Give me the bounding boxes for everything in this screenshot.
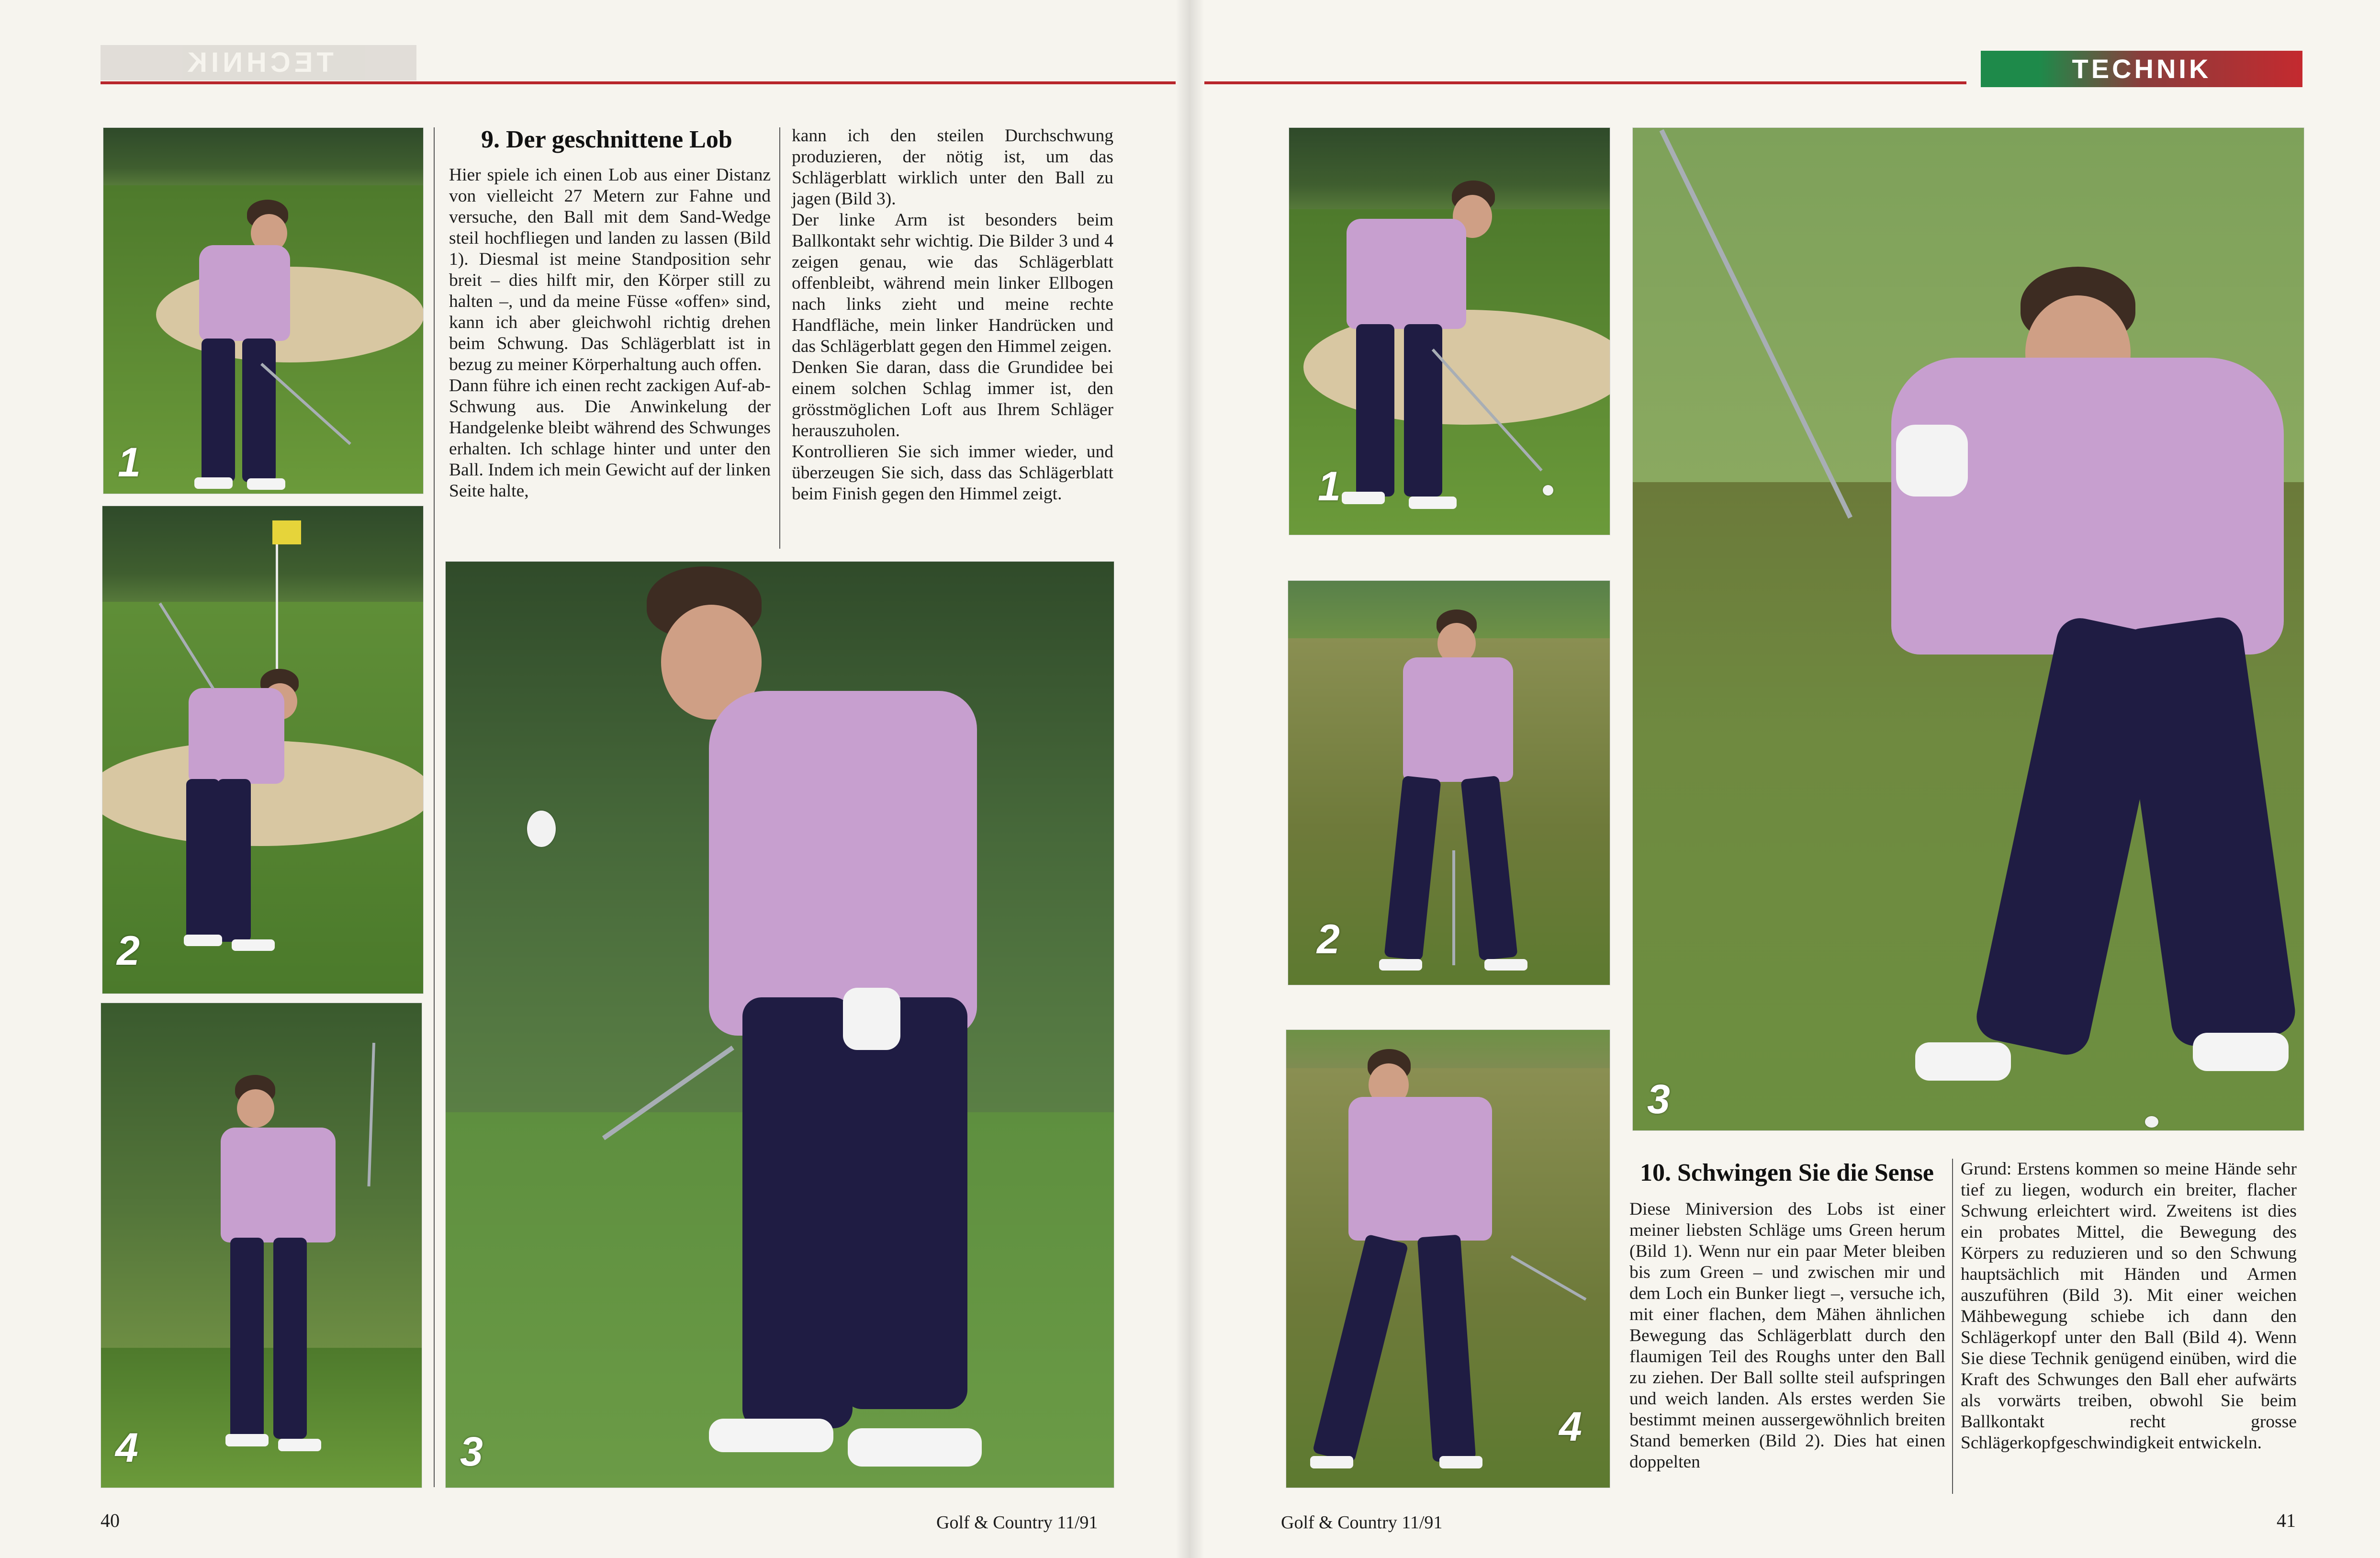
paragraph: Denken Sie daran, dass die Grundidee bei einem solchen Schlag immer ist, den grösstmöglichen Loft aus Ihrem Schläger herauszuholen. xyxy=(792,358,1113,440)
photo-left-2 xyxy=(102,506,424,994)
photo-right-2 xyxy=(1288,580,1610,985)
photo-number: 2 xyxy=(117,928,140,974)
article-column-1 xyxy=(1629,1199,1945,1473)
paragraph: kann ich den steilen Durchschwung produzieren, der nötig ist, um das Schlägerblatt wirklich unter den Ball zu jagen (Bild 3). xyxy=(792,126,1113,209)
photo-right-4 xyxy=(1286,1029,1610,1488)
photo-number: 3 xyxy=(460,1429,483,1475)
page-number: 41 xyxy=(2277,1510,2296,1531)
paragraph: Grund: Erstens kommen so meine Hände sehr tief zu liegen, wodurch ein breiter, flacher Schwung erleichtert wird. Zweitens ist dies ein probates Mittel, die Bewegung des Körpers zu reduzieren und so den Schwung hauptsächlich mit Händen und Armen auszuführen (Bild 3). Mit einer weichen Mähbewegung schiebe ich dann den Schlägerkopf unter den Ball (Bild 4). Wenn Sie diese Technik genügend einüben, wird die Kraft des Schwunges den Ball eher aufwärts als vorwärts treiben, obwohl Sie beim Ballkontakt recht grosse Schlägerkopfgeschwindigkeit entwickeln. xyxy=(1961,1159,2297,1453)
column-rule xyxy=(779,127,780,549)
photo-number: 4 xyxy=(1559,1404,1582,1450)
photo-number: 3 xyxy=(1647,1076,1670,1122)
photo-number: 4 xyxy=(115,1425,138,1471)
paragraph: Der linke Arm ist besonders beim Ballkontakt sehr wichtig. Die Bilder 3 und 4 zeigen genau, wie das Schlägerblatt offenbleibt, während mein linker Ellbogen nach links zieht und meine rechte Handfläche, mein linker Handrücken und das Schlägerblatt gegen den Himmel zeigen. xyxy=(792,210,1113,356)
article-column-1 xyxy=(449,165,771,502)
paragraph: Diese Miniversion des Lobs ist einer meiner liebsten Schläge ums Green herum (Bild 1). Wenn nur ein paar Meter bleiben bis zum Green – und zwischen mir und dem Loch ein Bunker liegt –, versuche ich, mit einer flachen, dem Mähen ähnlichen Bewegung das Schlägerblatt durch den flaumigen Teil des Roughs unter den Ball zu ziehen. Der Ball sollte steil aufspringen und weich landen. Als erstes werden Sie bestimmt meinen aussergewöhnlich breiten Stand bemerken (Bild 2). Dies hat einen doppelten xyxy=(1629,1199,1945,1472)
photo-left-3 xyxy=(445,561,1114,1488)
photo-number: 1 xyxy=(118,440,141,485)
paragraph: Kontrollieren Sie sich immer wieder, und überzeugen Sie sich, dass das Schlägerblatt beim Finish gegen den Himmel zeigt. xyxy=(792,442,1113,504)
section-tag: TECHNIK xyxy=(1981,51,2302,87)
magazine-footer: Golf & Country 11/91 xyxy=(1281,1513,1443,1533)
photo-left-4 xyxy=(101,1003,422,1488)
photo-number: 2 xyxy=(1317,916,1340,962)
article-title: 9. Der geschnittene Lob xyxy=(481,126,732,153)
article-column-2 xyxy=(1961,1159,2297,1454)
paragraph: Hier spiele ich einen Lob aus einer Distanz von vielleicht 27 Metern zur Fahne und versuche, den Ball mit dem Sand-Wedge steil hochfliegen und landen zu lassen (Bild 1). Diesmal ist meine Standposition sehr breit – dies hilft mir, den Körper still zu halten –, und da meine Füsse «offen» sind, kann ich aber gleichwohl richtig drehen beim Schwung. Das Schlägerblatt ist in bezug zu meiner Körperhaltung auch offen. xyxy=(449,165,771,374)
article-column-2 xyxy=(792,125,1113,505)
right-page xyxy=(1190,0,2380,1558)
header-rule-left xyxy=(101,81,1176,84)
photo-number: 1 xyxy=(1318,463,1341,509)
paragraph: Dann führe ich einen recht zackigen Auf-ab-Schwung aus. Die Anwinkelung der Handgelenke bleibt während des Schwunges erhalten. Ich schlage hinter und unter den Ball. Indem ich mein Gewicht auf der linken Seite halte, xyxy=(449,376,771,501)
column-rule xyxy=(434,127,435,1487)
mirrored-section-tag: TECHNIK xyxy=(101,45,416,80)
header-rule-right xyxy=(1204,81,1966,84)
spread-gutter xyxy=(1176,0,1204,1558)
photo-right-3 xyxy=(1632,127,2304,1131)
photo-right-1 xyxy=(1289,127,1610,535)
article-title: 10. Schwingen Sie die Sense xyxy=(1640,1159,1934,1186)
column-rule xyxy=(1952,1159,1953,1494)
photo-left-1 xyxy=(103,127,424,494)
magazine-footer: Golf & Country 11/91 xyxy=(936,1513,1098,1533)
page-number: 40 xyxy=(101,1510,120,1531)
